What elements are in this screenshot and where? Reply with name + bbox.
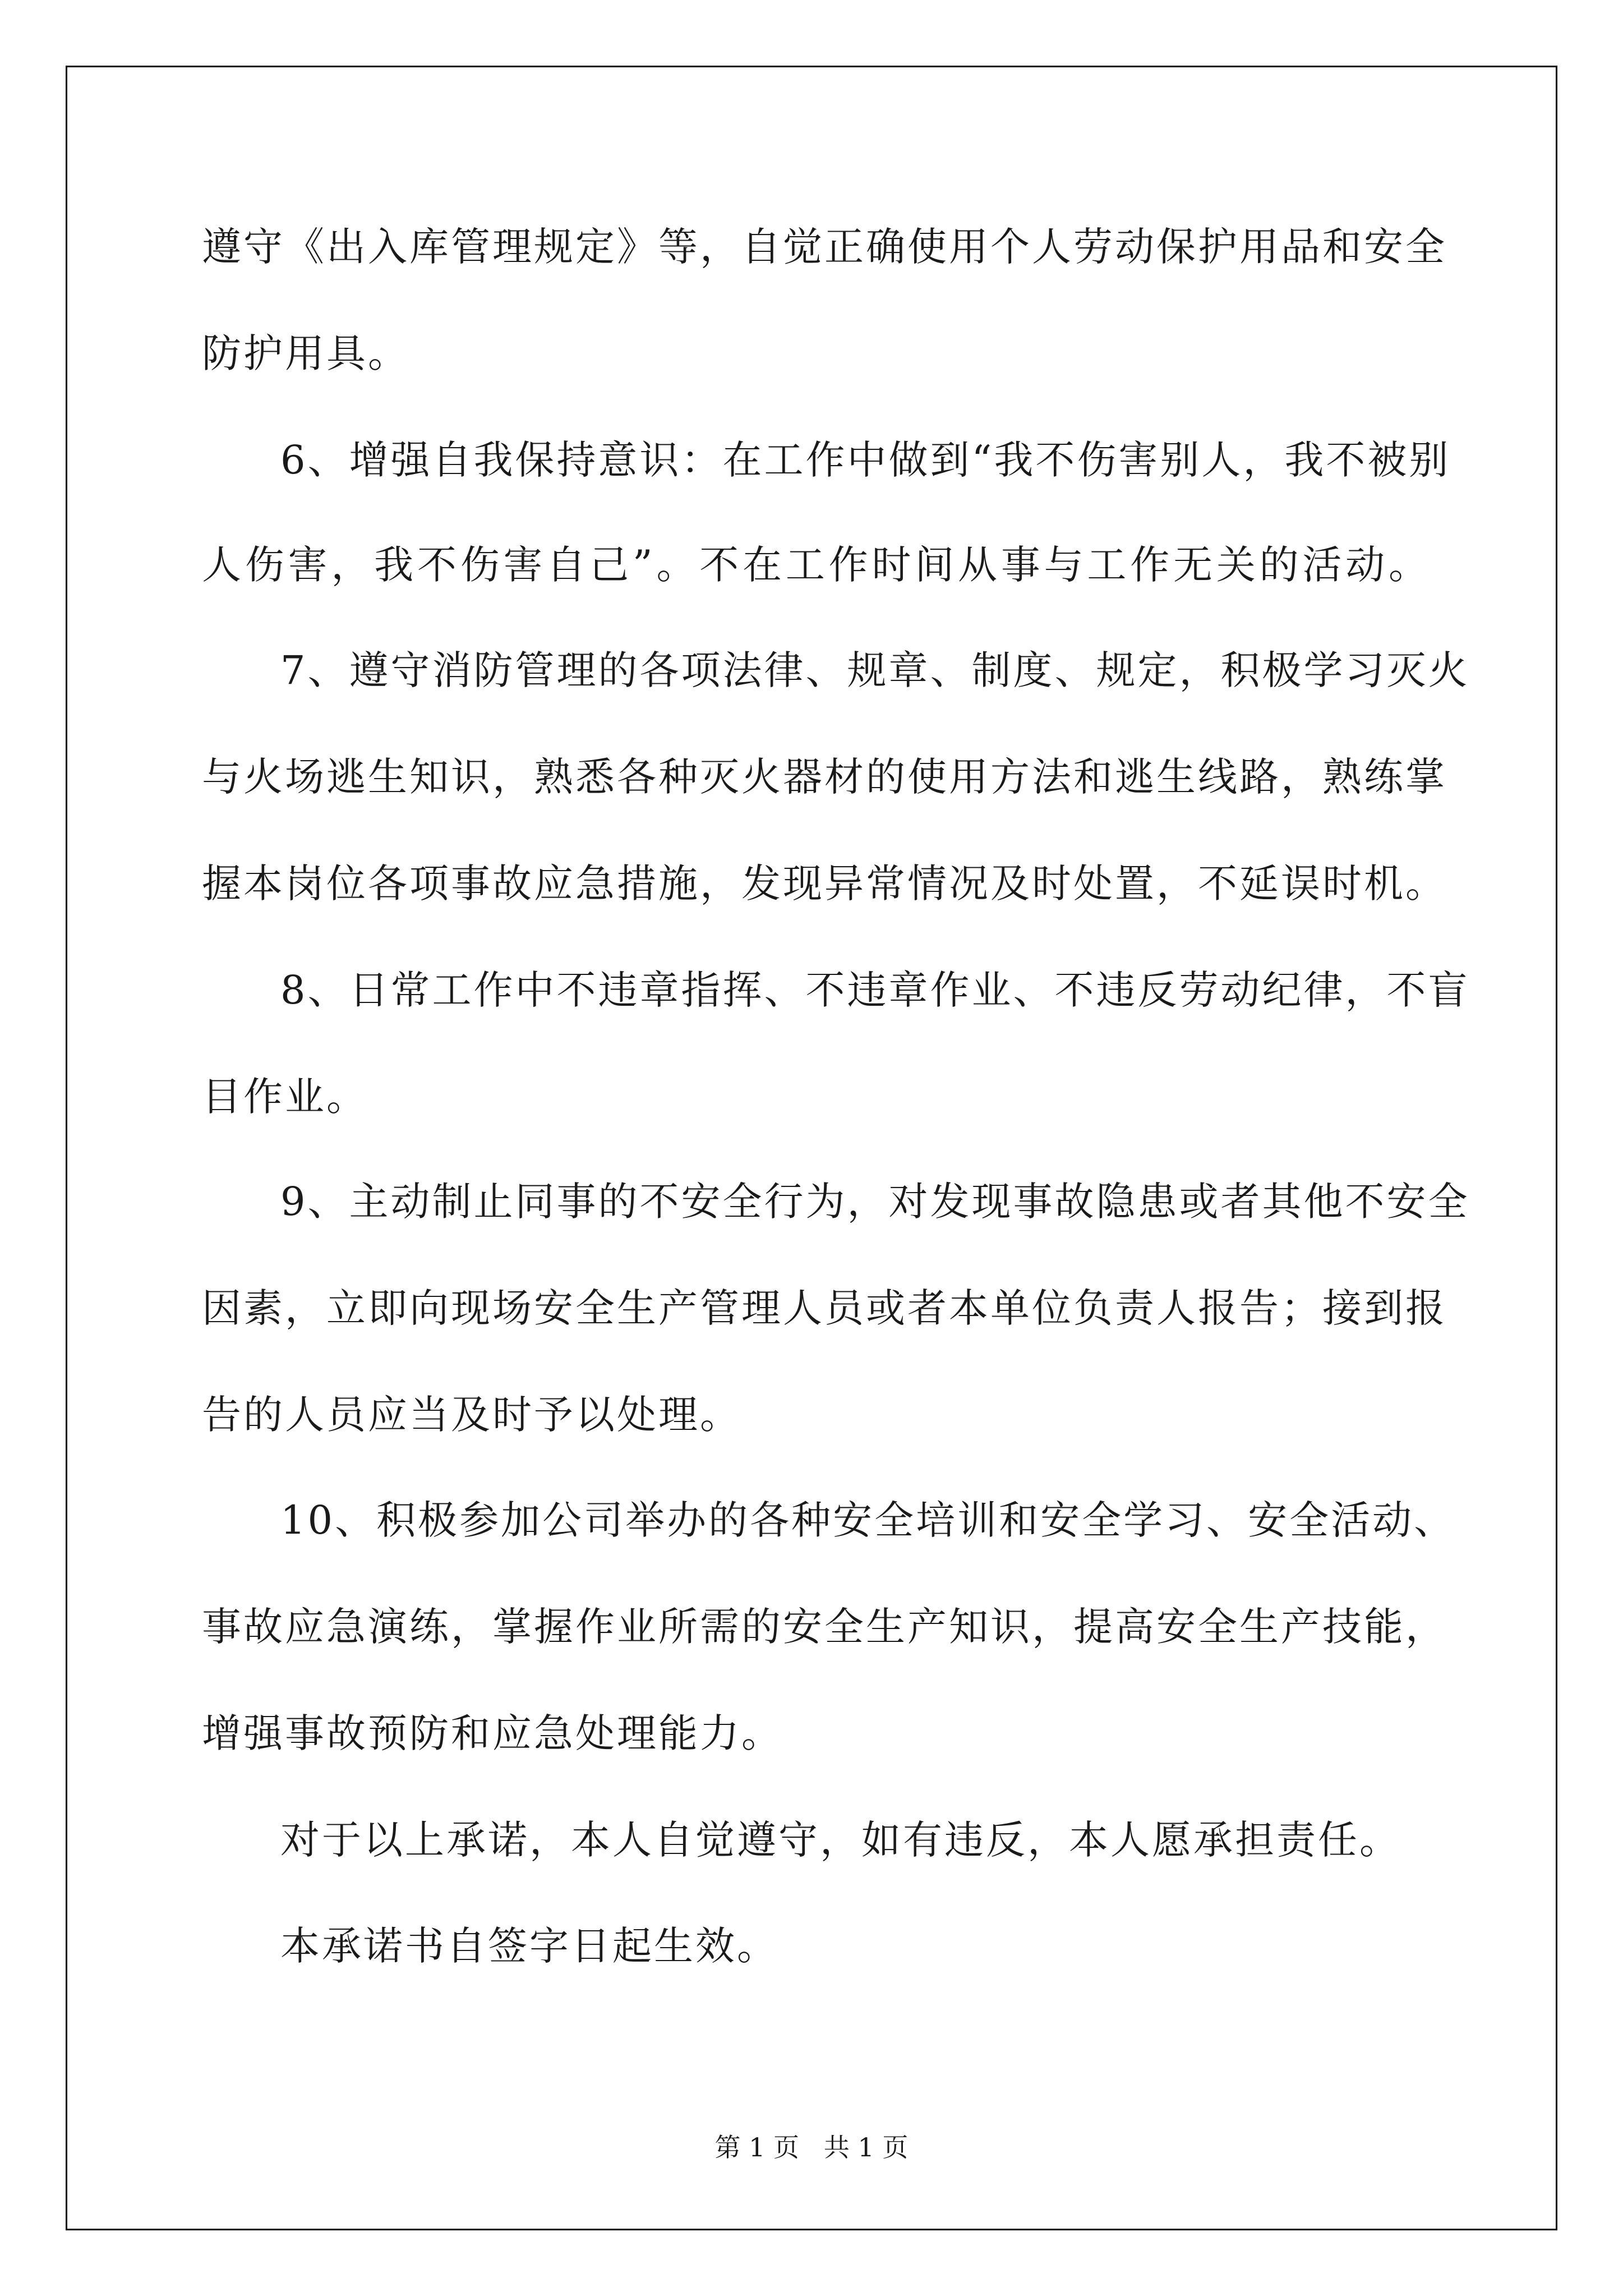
paragraph-line: 9、主动制止同事的不安全行为，对发现事故隐患或者其他不安全	[280, 1179, 1470, 1225]
paragraph-line: 目作业。	[202, 1074, 368, 1120]
paragraph-line: 因素，立即向现场安全生产管理人员或者本单位负责人报告；接到报	[202, 1285, 1447, 1331]
paragraph-line: 事故应急演练，掌握作业所需的安全生产知识，提高安全生产技能，	[202, 1604, 1447, 1650]
paragraph-line: 本承诺书自签字日起生效。	[280, 1923, 778, 1969]
paragraph-line: 握本岗位各项事故应急措施，发现异常情况及时处置，不延误时机。	[202, 861, 1447, 907]
page-border	[66, 66, 1557, 2230]
paragraph-line: 遵守《出入库管理规定》等，自觉正确使用个人劳动保护用品和安全	[202, 224, 1447, 270]
paragraph-line: 10、积极参加公司举办的各种安全培训和安全学习、安全活动、	[280, 1497, 1456, 1543]
paragraph-line: 防护用具。	[202, 330, 409, 376]
paragraph-line: 对于以上承诺，本人自觉遵守，如有违反，本人愿承担责任。	[280, 1817, 1401, 1863]
paragraph-line: 人伤害，我不伤害自己”。不在工作时间从事与工作无关的活动。	[202, 542, 1430, 588]
paragraph-line: 与火场逃生知识，熟悉各种灭火器材的使用方法和逃生线路，熟练掌	[202, 754, 1447, 800]
page-number-footer: 第 1 页 共 1 页	[714, 2132, 909, 2162]
paragraph-line: 增强事故预防和应急处理能力。	[202, 1710, 783, 1756]
paragraph-line: 7、遵守消防管理的各项法律、规章、制度、规定，积极学习灭火	[280, 647, 1470, 693]
paragraph-line: 8、日常工作中不违章指挥、不违章作业、不违反劳动纪律，不盲	[280, 967, 1470, 1013]
paragraph-line: 告的人员应当及时予以处理。	[202, 1392, 741, 1438]
paragraph-line: 6、增强自我保持意识：在工作中做到“我不伤害别人，我不被别	[280, 437, 1451, 483]
